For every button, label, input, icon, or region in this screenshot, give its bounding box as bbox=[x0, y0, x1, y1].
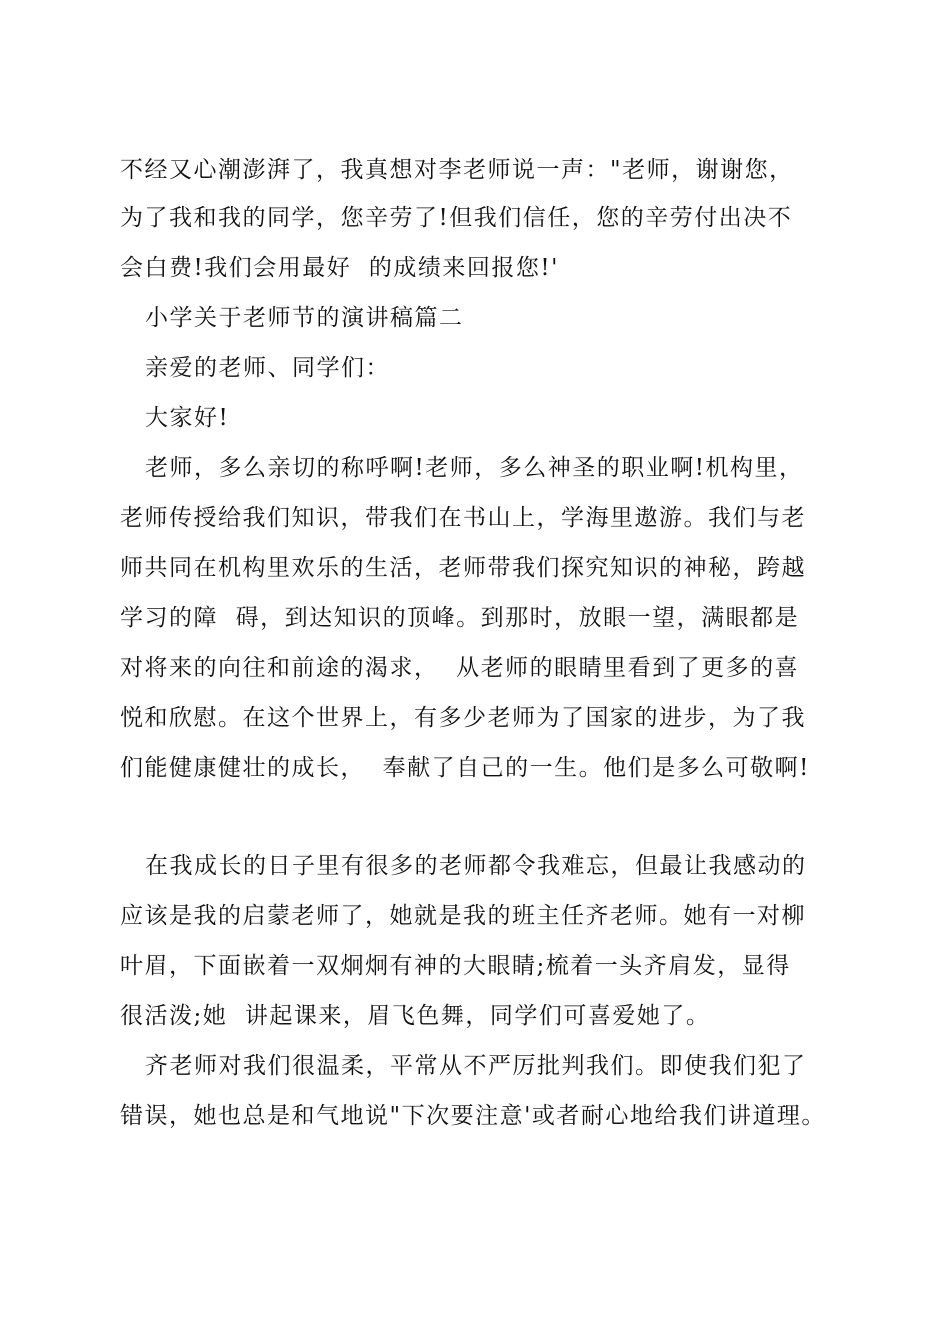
paragraph-line: 错误，她也总是和气地说"下次要注意'或者耐心地给我们讲道理。 bbox=[120, 1103, 826, 1129]
paragraph-line: 对将来的向往和前途的渴求， 从老师的眼睛里看到了更多的喜 bbox=[120, 655, 800, 681]
paragraph-line: 很活泼;她 讲起课来，眉飞色舞，同学们可喜爱她了。 bbox=[120, 1003, 711, 1029]
paragraph-line: 会白费!我们会用最好 的成绩来回报您!' bbox=[120, 255, 559, 281]
paragraph-line: 不经又心潮澎湃了，我真想对李老师说一声："老师，谢谢您， bbox=[120, 157, 794, 183]
salutation: 亲爱的老师、同学们： bbox=[145, 355, 390, 381]
paragraph-line: 老师，多么亲切的称呼啊!老师，多么神圣的职业啊!机构里， bbox=[145, 455, 804, 481]
paragraph-line: 老师传授给我们知识，带我们在书山上，学海里遨游。我们与老 bbox=[120, 505, 806, 531]
paragraph-line: 齐老师对我们很温柔，平常从不严厉批判我们。即使我们犯了 bbox=[145, 1053, 807, 1079]
paragraph-line: 们能健康健壮的成长， 奉献了自己的一生。他们是多么可敬啊! bbox=[120, 755, 810, 781]
paragraph-line: 悦和欣慰。在这个世界上，有多少老师为了国家的进步，为了我 bbox=[120, 705, 806, 731]
paragraph-line: 在我成长的日子里有很多的老师都令我难忘，但最让我感动的 bbox=[145, 853, 807, 879]
paragraph-line: 应该是我的启蒙老师了，她就是我的班主任齐老师。她有一对柳 bbox=[120, 903, 806, 929]
paragraph-line: 师共同在机构里欢乐的生活，老师带我们探究知识的神秘，跨越 bbox=[120, 555, 806, 581]
section-heading: 小学关于老师节的演讲稿篇二 bbox=[145, 305, 464, 331]
paragraph-line: 为了我和我的同学，您辛劳了!但我们信任，您的辛劳付出决不 bbox=[120, 205, 793, 231]
greeting: 大家好! bbox=[145, 405, 230, 431]
paragraph-line: 学习的障 碍，到达知识的顶峰。到那时，放眼一望，满眼都是 bbox=[120, 605, 800, 631]
paragraph-line: 叶眉，下面嵌着一双炯炯有神的大眼睛;梳着一头齐肩发，显得 bbox=[120, 953, 791, 979]
